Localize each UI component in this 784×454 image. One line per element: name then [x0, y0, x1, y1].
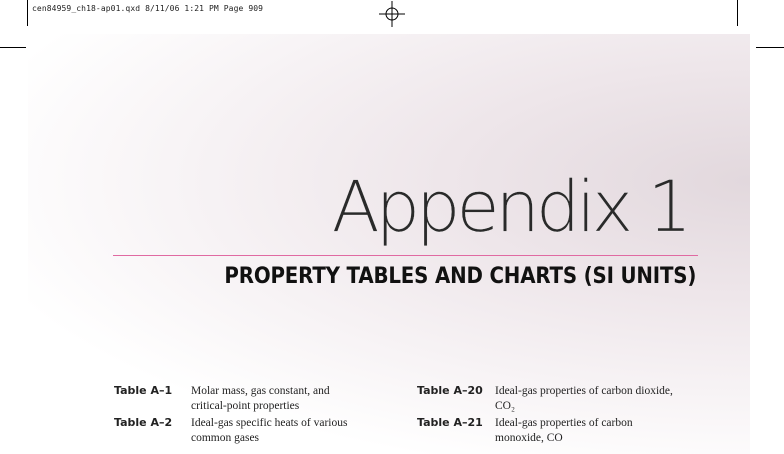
table-number: Table A–20 [417, 384, 483, 397]
crop-mark [27, 0, 28, 26]
crop-mark [0, 47, 26, 48]
table-description: Ideal-gas properties of carbon monoxide, CO [495, 417, 633, 444]
crop-mark [756, 47, 784, 48]
appendix-subtitle: PROPERTY TABLES AND CHARTS (SI UNITS) [224, 264, 696, 289]
table-description: Ideal-gas properties of carbon dioxide, CO₂ [495, 385, 673, 412]
print-slug: cen84959_ch18-ap01.qxd 8/11/06 1:21 PM Page 909 [32, 4, 264, 13]
table-number: Table A–1 [114, 384, 173, 397]
crop-mark [737, 0, 738, 26]
table-number: Table A–2 [114, 416, 173, 429]
table-description: Ideal-gas specific heats of various common gases [191, 417, 348, 444]
table-description: Molar mass, gas constant, and critical-point properties [191, 385, 330, 412]
title-rule [113, 255, 698, 256]
appendix-title: Appendix 1 [331, 166, 688, 248]
table-number: Table A–21 [417, 416, 483, 429]
registration-mark-icon [379, 1, 405, 27]
